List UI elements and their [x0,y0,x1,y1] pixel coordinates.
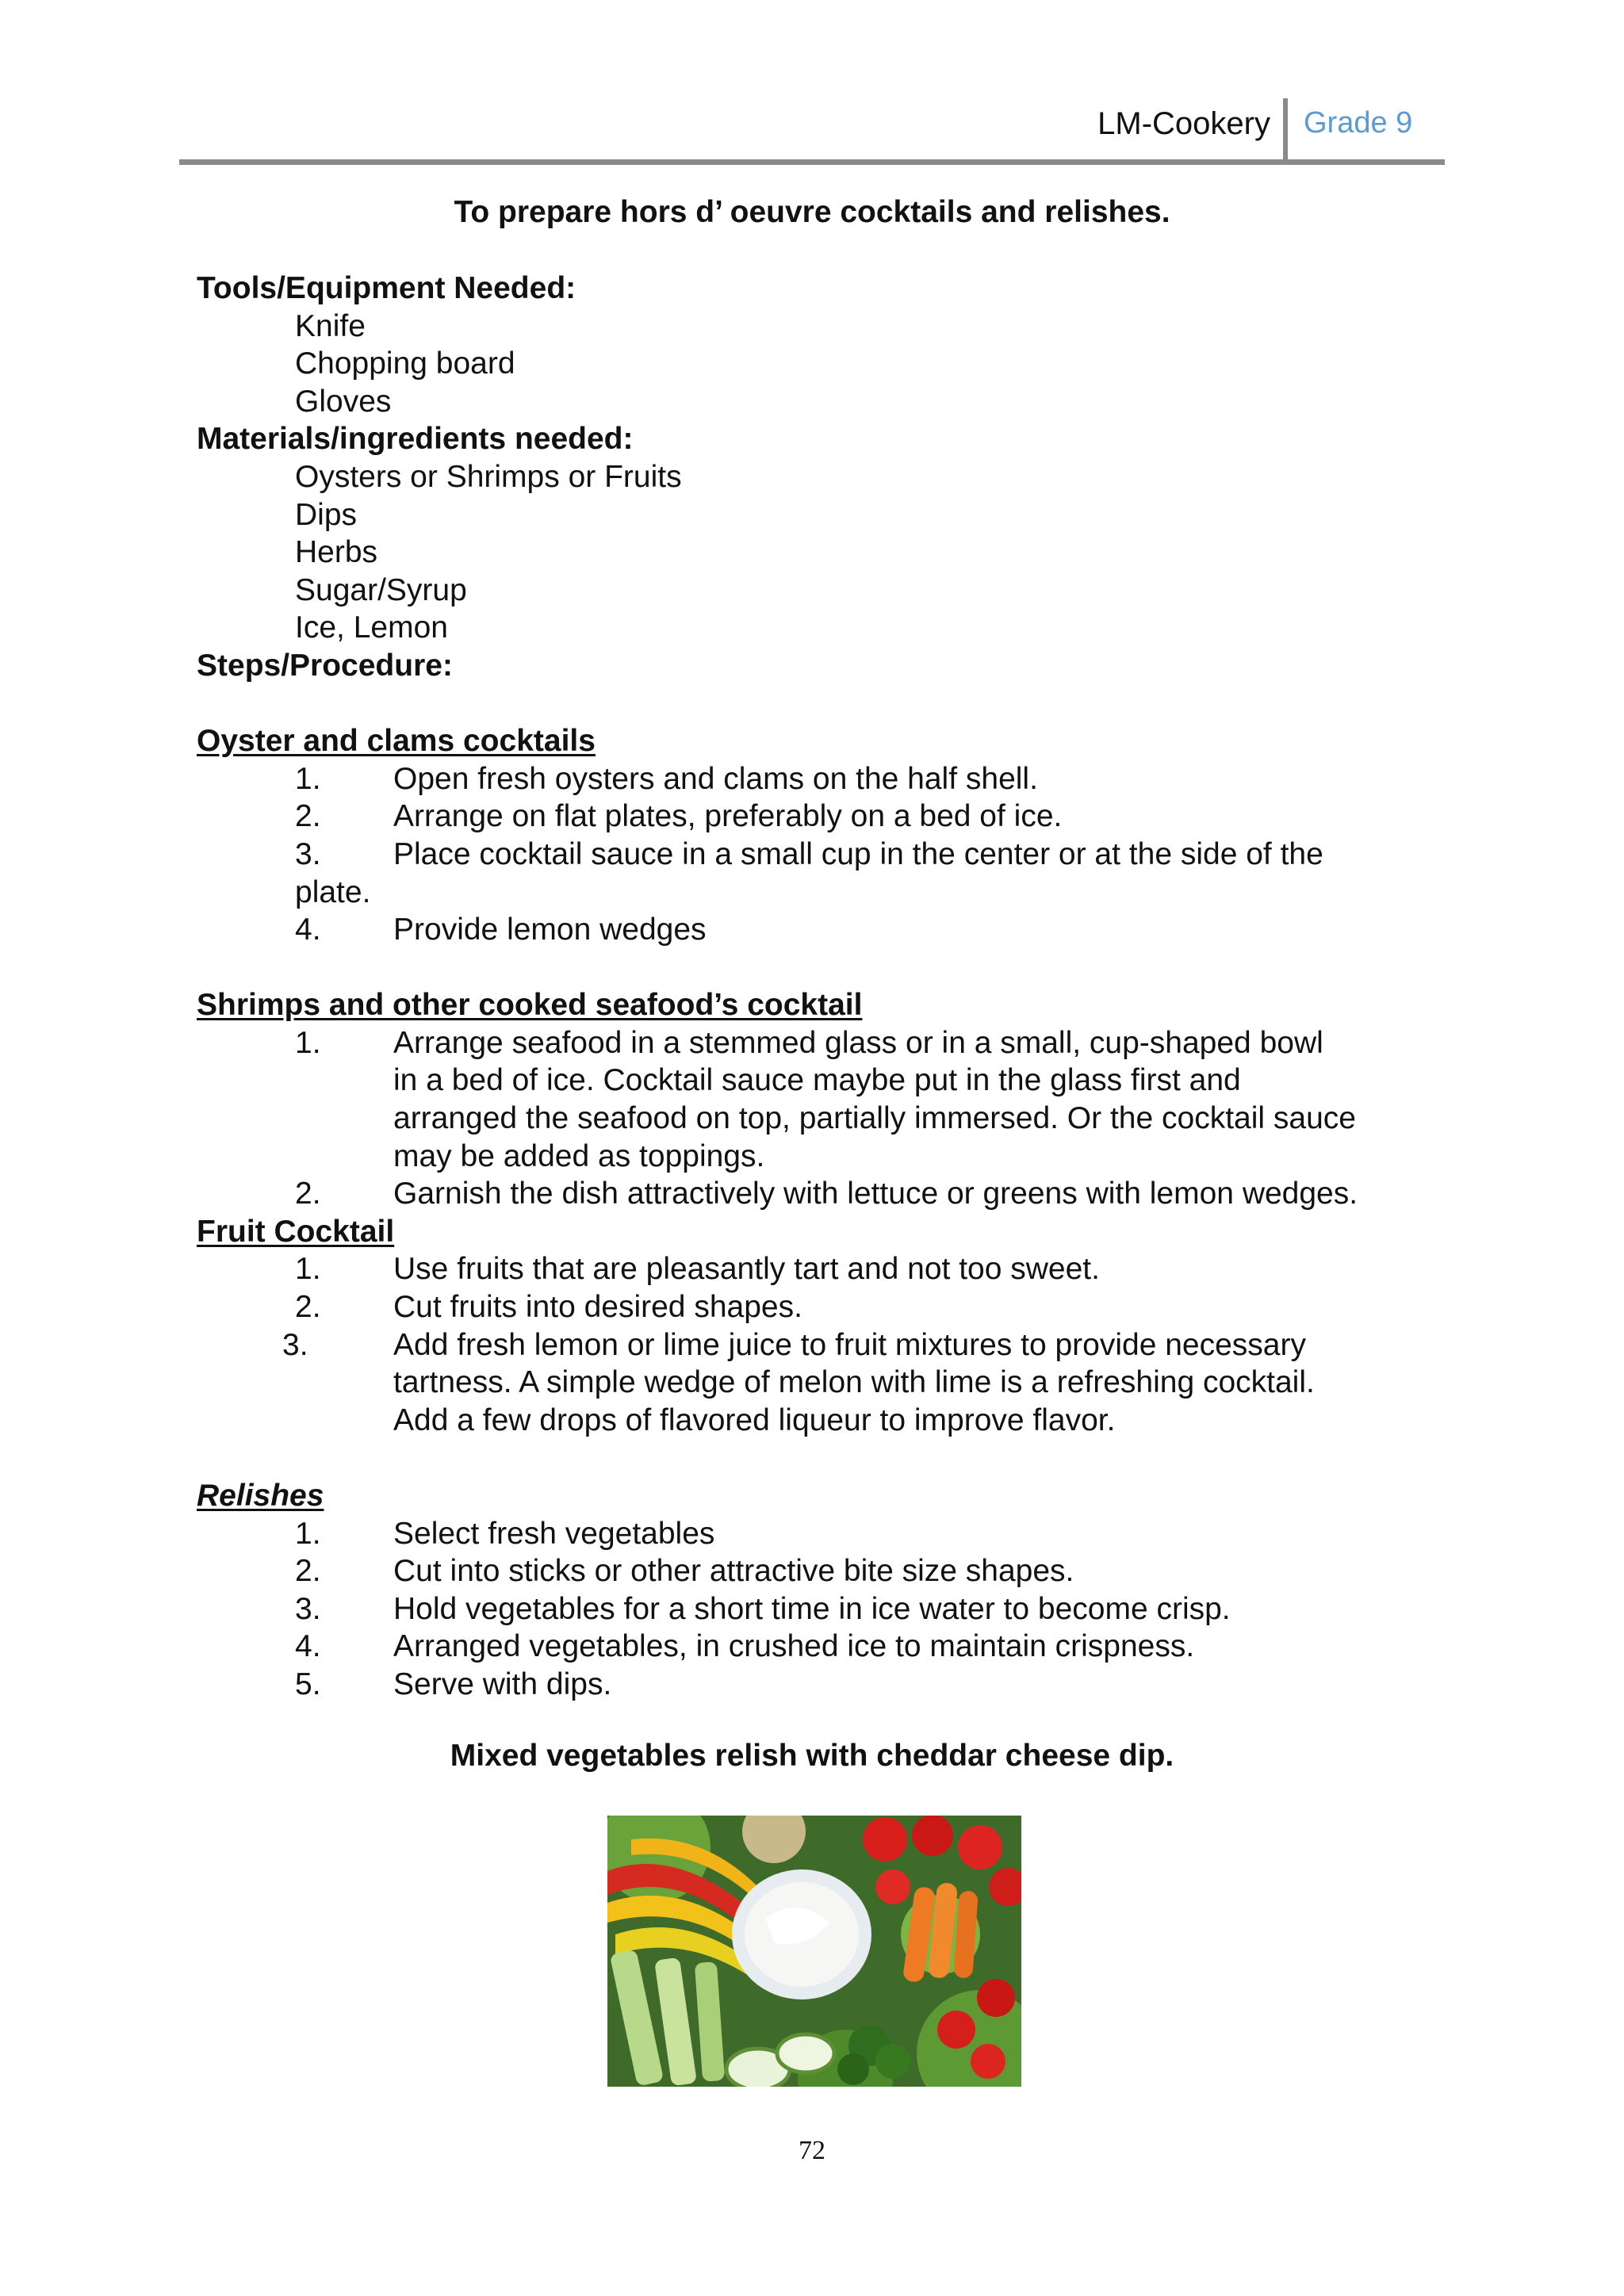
page-number: 72 [799,2136,825,2165]
vegetable-platter-photo [607,1816,1021,2087]
step-number: 1. [295,761,321,796]
step-text-continued: tartness. A simple wedge of melon with lime is a refreshing cocktail. [393,1365,1315,1400]
tools-heading: Tools/Equipment Needed: [197,271,576,305]
step-text: Add fresh lemon or lime juice to fruit mixtures to provide necessary [393,1327,1306,1362]
material-item: Herbs [295,535,378,570]
step-text: Place cocktail sauce in a small cup in the center or at the side of the [393,836,1323,871]
fruit-heading: Fruit Cocktail [197,1214,395,1249]
tool-item: Chopping board [295,346,515,381]
page-header [179,95,1445,165]
material-item: Oysters or Shrimps or Fruits [295,459,682,494]
list-item [197,798,1434,836]
step-text: Garnish the dish attractively with lettuce or greens with lemon wedges. [393,1177,1358,1211]
step-text: Cut into sticks or other attractive bite size shapes. [393,1554,1074,1589]
list-item [197,760,1434,798]
step-text: Use fruits that are pleasantly tart and not too sweet. [393,1252,1100,1287]
step-number: 2. [295,1177,321,1211]
materials-heading: Materials/ingredients needed: [197,422,634,457]
step-text-continued: arranged the seafood on top, partially immersed. Or the cocktail sauce [393,1101,1356,1136]
step-text: Cut fruits into desired shapes. [393,1290,802,1325]
material-item: Dips [295,497,358,532]
step-number: 4. [295,913,321,947]
step-number: 2. [295,799,321,834]
list-item [197,1515,1434,1553]
header-title: LM-Cookery [1097,106,1270,141]
header-divider [1283,98,1288,165]
step-number: 4. [295,1629,321,1664]
page-title: To prepare hors d’ oeuvre cocktails and relishes. [454,195,1170,229]
steps-heading: Steps/Procedure: [197,648,453,683]
list-item [197,1590,1434,1628]
step-text: Arrange on flat plates, preferably on a bed of ice. [393,799,1063,834]
list-item [197,1552,1434,1590]
step-text: Select fresh vegetables [393,1516,715,1551]
step-text: Arrange seafood in a stemmed glass or in a small, cup-shaped bowl [393,1025,1323,1060]
list-item [197,1250,1434,1288]
step-text: Open fresh oysters and clams on the half shell. [393,761,1038,796]
list-item [197,1288,1434,1326]
step-number: 1. [295,1516,321,1551]
list-item [197,836,1434,874]
list-item [197,1326,1434,1364]
step-number: 1. [295,1252,321,1287]
step-number: 3. [295,1591,321,1626]
step-number: 5. [295,1667,321,1701]
step-number: 2. [295,1554,321,1589]
step-number: 3. [295,836,321,871]
document-body [197,270,1434,1704]
step-text: Hold vegetables for a short time in ice water to become crisp. [393,1591,1231,1626]
step-text-continued: Add a few drops of flavored liqueur to improve flavor. [393,1402,1116,1437]
step-text: Arranged vegetables, in crushed ice to maintain crispness. [393,1629,1195,1664]
material-item: Ice, Lemon [295,610,448,645]
step-text: Provide lemon wedges [393,913,707,947]
list-item [197,1024,1434,1062]
photo-caption: Mixed vegetables relish with cheddar cheese dip. [450,1739,1174,1773]
header-rule [179,159,1445,165]
list-item [197,1628,1434,1666]
oyster-heading: Oyster and clams cocktails [197,724,596,759]
tool-item: Gloves [295,384,392,419]
relishes-heading: Relishes [197,1479,324,1513]
step-text-continued: in a bed of ice. Cocktail sauce maybe put in the glass first and [393,1063,1241,1098]
step-number: 3. [282,1327,308,1362]
step-text: Serve with dips. [393,1667,612,1701]
step-number: 1. [295,1025,321,1060]
list-item [197,911,1434,949]
shrimps-heading: Shrimps and other cooked seafood’s cocktail [197,988,863,1023]
list-item [197,1175,1434,1213]
step-number: 2. [295,1290,321,1325]
material-item: Sugar/Syrup [295,572,467,607]
header-grade: Grade 9 [1304,106,1413,140]
step-text-wrap: plate. [295,874,371,909]
list-item [197,1666,1434,1704]
step-text-continued: may be added as toppings. [393,1138,765,1173]
tool-item: Knife [295,308,366,343]
